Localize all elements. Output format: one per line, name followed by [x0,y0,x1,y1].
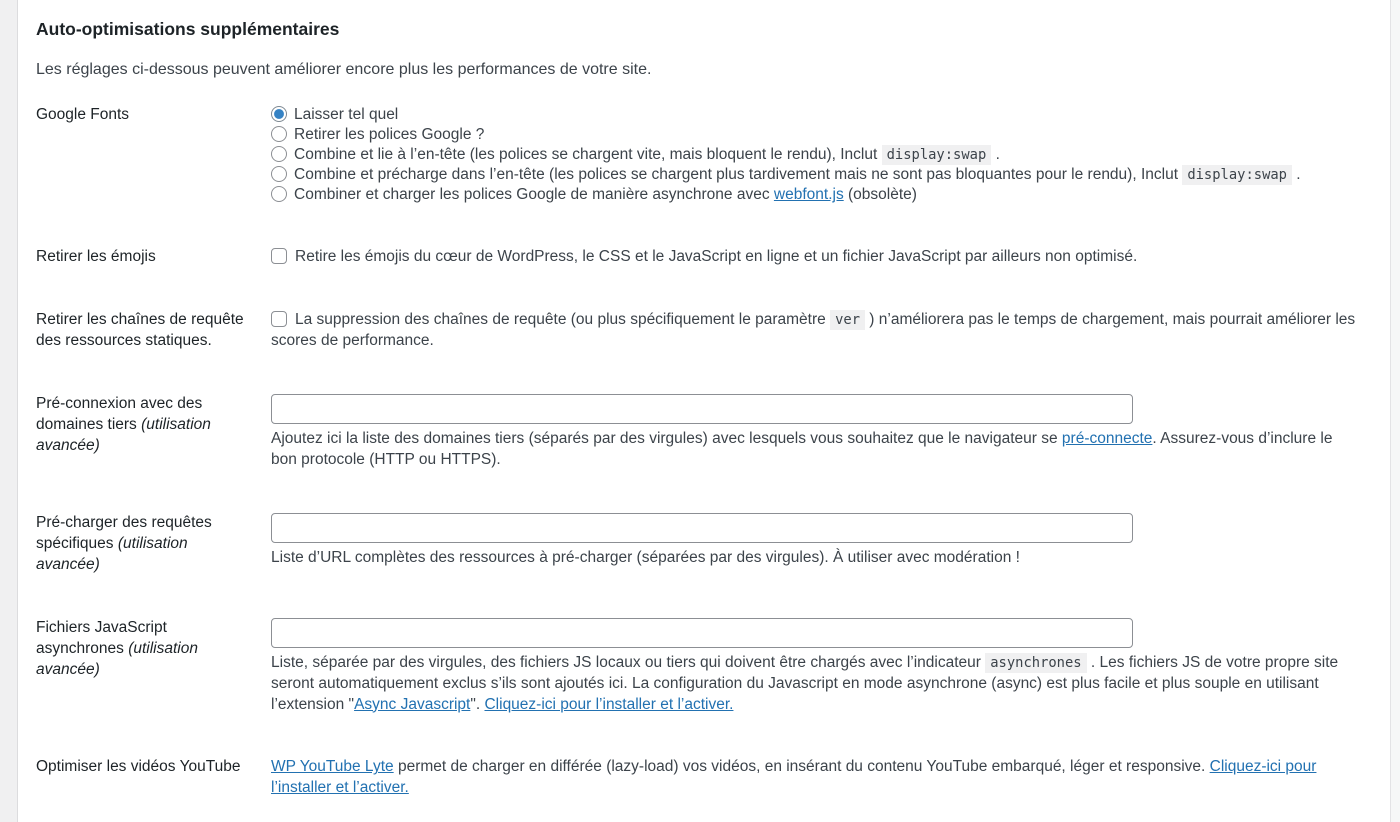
option-combine-async-webfont[interactable] [271,185,1360,205]
radio-icon[interactable] [271,166,287,182]
remove-emojis-option[interactable] [271,248,1137,265]
remove-query-strings-option[interactable] [271,311,1355,349]
async-javascript-install-link[interactable]: Cliquez-ici pour l’installer et l’activer. [484,695,734,713]
row-remove-emojis [36,247,1374,268]
checkbox-label: ) n’améliorera pas le temps de chargement, mais pourrait améliorer les scores de performance. [271,311,1356,350]
row-google-fonts [36,105,1374,205]
remove-query-strings-checkbox[interactable] [271,311,287,327]
label-text: Pré-connexion avec des domaines tiers [36,395,203,434]
label-advanced-note: (utilisation avancée) [36,416,211,454]
async-js-description [271,653,1360,716]
option-remove-google-fonts[interactable] [271,125,1360,145]
preconnect-link[interactable]: pré-connecte [1061,430,1153,448]
row-remove-query-strings [36,310,1374,352]
preload-requests-label [36,513,271,576]
async-js-files-input[interactable] [271,618,1133,648]
row-optimize-youtube [36,757,1374,799]
remove-emojis-checkbox[interactable] [271,248,287,264]
page-subtitle: Les réglages ci-dessous peuvent améliorer encore plus les performances de votre site. [36,60,652,78]
label-advanced-note: (utilisation avancée) [36,639,198,678]
radio-checked-icon[interactable] [271,106,287,122]
description-text: permet de charger en différée (lazy-load) vos vidéos, en insérant du contenu YouTube embarqué, léger et responsive. [393,758,1210,776]
remove-query-strings-label: Retirer les chaînes de requête des ressources statiques. [36,311,244,350]
youtube-install-link[interactable]: Cliquez-ici pour l’installer et l’activer. [271,758,1317,797]
option-combine-preload-header[interactable] [271,165,1360,185]
youtube-description [271,757,1360,799]
left-gutter [0,0,18,822]
label-text: Fichiers JavaScript asynchrones [36,618,167,657]
async-js-files-label [36,618,271,681]
extra-optimizations-panel [18,0,1390,822]
checkbox-label: La suppression des chaînes de requête (ou plus spécifiquement le paramètre [295,311,831,329]
webfont-js-link[interactable]: webfont.js [773,186,844,204]
wp-youtube-lyte-link[interactable]: WP YouTube Lyte [271,758,394,776]
option-leave-as-is[interactable] [271,105,1360,125]
option-combine-link-header[interactable] [271,145,1360,165]
preconnect-description [271,429,1360,471]
description-text: . Les fichiers JS de votre propre site seront automatiquement exclus s’ils sont ajoutés ici. La configuration du Javascript en mode asynchrone (async) est plus facile et plus souple en utilisant l’extension " [271,653,1339,713]
preconnect-domains-input[interactable] [271,394,1133,424]
label-advanced-note: (utilisation avancée) [36,534,188,573]
ver-code: ver [830,310,865,330]
preconnect-domains-label [36,394,271,457]
page-title: Auto-optimisations supplémentaires [36,19,340,39]
scrollbar-track[interactable] [1390,0,1400,822]
remove-emojis-label: Retirer les émojis [36,248,156,266]
description-text: ". [470,695,485,713]
display-swap-code: display:swap [882,145,992,165]
description-text: Liste, séparée par des virgules, des fichiers JS locaux ou tiers qui doivent être chargés avec l’indicateur [271,653,986,671]
label-text: Pré-charger des requêtes spécifiques [36,513,212,552]
radio-icon[interactable] [271,126,287,142]
option-label: . [991,146,1000,164]
preload-description: Liste d’URL complètes des ressources à pré-charger (séparées par des virgules). À utiliser avec modération ! [271,548,1020,566]
option-label: . [1292,166,1301,184]
row-async-js-files [36,618,1374,716]
display-swap-code: display:swap [1182,165,1292,185]
checkbox-label: Retire les émojis du cœur de WordPress, le CSS et le JavaScript en ligne et un fichier JavaScript par ailleurs non optimisé. [295,248,1138,266]
option-label: (obsolète) [843,186,917,204]
radio-icon[interactable] [271,186,287,202]
optimize-youtube-label: Optimiser les vidéos YouTube [36,758,241,776]
async-javascript-plugin-link[interactable]: Async Javascript [354,695,471,713]
preload-requests-input[interactable] [271,513,1133,543]
description-text: . Assurez-vous d’inclure le bon protocole (HTTP ou HTTPS). [271,430,1333,469]
asynchrones-code: asynchrones [985,653,1086,673]
row-preload-requests [36,513,1374,576]
option-label: Combine et précharge dans l’en-tête (les polices se chargent plus tardivement mais ne sont pas bloquantes pour le rendu), Inclut [294,166,1183,184]
description-text: Ajoutez ici la liste des domaines tiers (séparés par des virgules) avec lesquels vous souhaitez que le navigateur se [271,430,1062,448]
google-fonts-label: Google Fonts [36,106,130,124]
radio-icon[interactable] [271,146,287,162]
option-label: Laisser tel quel [294,106,399,124]
option-label: Combine et lie à l’en-tête (les polices se chargent vite, mais bloquent le rendu), Inclut [294,146,882,164]
option-label: Combiner et charger les polices Google de manière asynchrone avec [294,186,774,204]
option-label: Retirer les polices Google ? [294,126,485,144]
row-preconnect-domains [36,394,1374,471]
settings-form [36,105,1374,799]
